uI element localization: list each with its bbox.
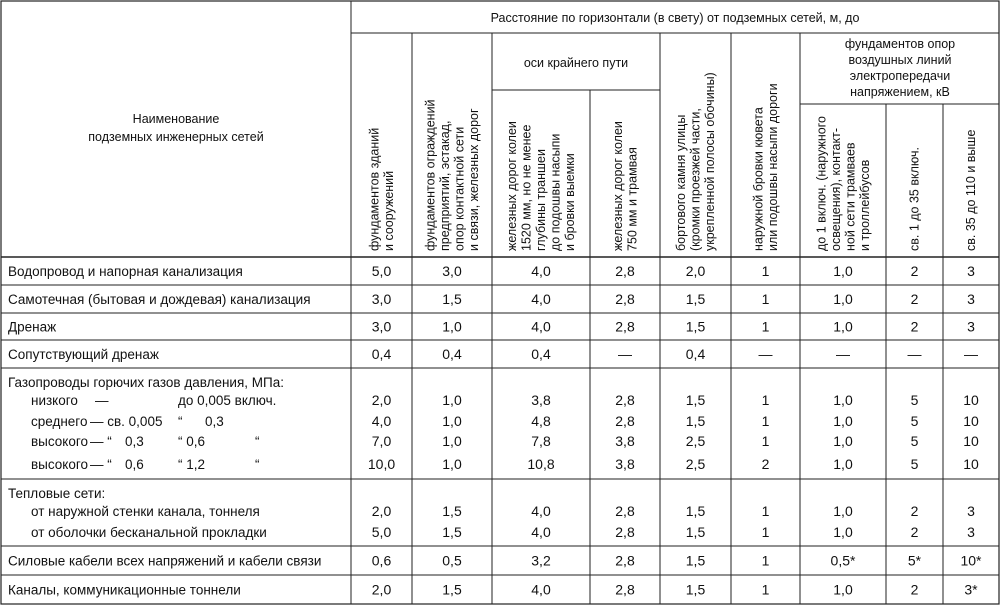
row-sublabel: “ [178, 414, 183, 429]
table-cell: 1,0 [833, 263, 853, 279]
table-cell: 1 [761, 503, 770, 519]
table-cell: 0,4 [531, 346, 551, 362]
table-cell: 10,8 [527, 456, 555, 472]
table-cell: 1,5 [685, 318, 706, 335]
column-header-5-line: (кромки проезжей части, [688, 108, 703, 251]
table-cell: 1,0 [833, 291, 853, 307]
table-cell: 7,8 [531, 433, 551, 449]
table-cell: 10 [963, 392, 979, 408]
table-cell: 1,0 [833, 456, 853, 472]
table-cell: 1 [761, 581, 770, 598]
table-cell: 4,0 [531, 291, 551, 307]
row-name: Дренаж [8, 319, 57, 335]
row-name: Самотечная (бытовая и дождевая) канализация [8, 292, 311, 307]
table-cell: 0,5 [442, 552, 462, 569]
row-sublabel: “ [255, 457, 260, 472]
column-header-1-line: фундаментов зданий [367, 127, 382, 251]
column-header-9-line: св. 35 до 110 и выше [964, 129, 978, 251]
table-cell: 4,0 [531, 318, 551, 335]
column-header-7-line: ной сети трамваев [843, 142, 858, 251]
table-cell: 5* [907, 552, 922, 569]
row-name-header-line2: подземных инженерных сетей [88, 130, 264, 144]
column-header-5-line: бортового камня улицы [674, 114, 688, 251]
table-cell: — [964, 346, 978, 362]
power-title-line3: электропередачи [849, 69, 951, 83]
table-cell: 0,5* [830, 552, 856, 569]
row-sublabel: до 0,005 включ. [178, 393, 277, 408]
table-cell: 1,5 [685, 291, 706, 307]
table-cell: 3 [967, 524, 975, 540]
table-cell: 3,8 [615, 456, 635, 472]
table-cell: 5 [910, 413, 919, 429]
table-cell: — [836, 346, 850, 362]
column-header-2-line: предприятий, эстакад, [437, 120, 452, 251]
column-header-6-line: или подошвы насыпи дороги [765, 83, 780, 251]
table-cell: 1,0 [833, 524, 853, 540]
column-header-3-line: железных дорог колеи [505, 121, 519, 251]
table-cell: 4,0 [531, 524, 551, 540]
table-cell: 1,0 [833, 433, 853, 449]
table-cell: 2 [910, 503, 919, 519]
distance-title: Расстояние по горизонтали (в свету) от подземных сетей, м, до [490, 11, 860, 25]
table-cell: 3 [967, 291, 975, 307]
table-cell: 0,4 [442, 346, 462, 362]
power-title-line1: фундаментов опор [844, 37, 956, 51]
table-cell: 3 [967, 318, 975, 335]
table-cell: 2,8 [615, 524, 635, 540]
table-cell: 1,0 [833, 392, 853, 408]
column-header-1-line: и сооружений [381, 170, 396, 251]
table-cell: 5 [910, 433, 919, 449]
table-cell: 2 [761, 456, 770, 472]
table-cell: 1 [761, 392, 770, 408]
power-title-line4: напряжением, кВ [850, 85, 950, 99]
table-cell: 1,0 [833, 318, 853, 335]
row-sublabel: — св. 0,005 [90, 414, 163, 429]
column-header-3-line: до подошвы насыпи [548, 133, 563, 251]
table-cell: 2,0 [371, 581, 392, 598]
table-cell: 5,0 [371, 524, 392, 540]
power-title-line2: воздушных линий [848, 53, 952, 67]
row-sublabel: “ 0,6 [178, 434, 206, 449]
table-cell: 3,0 [371, 291, 392, 307]
table-cell: 2,5 [685, 456, 706, 472]
table-cell: 1,0 [833, 503, 853, 519]
table-cell: 1 [761, 433, 770, 449]
table-cell: 2,0 [685, 263, 706, 279]
table-cell: 1 [761, 413, 770, 429]
table-cell: 1 [761, 524, 770, 540]
table-cell: 3,8 [615, 433, 635, 449]
table-cell: 3,0 [371, 318, 392, 335]
row-sublabel: низкого [31, 393, 78, 408]
table-cell: 5 [910, 392, 919, 408]
table-cell: 2,8 [615, 318, 635, 335]
table-cell: 2 [910, 524, 919, 540]
table-cell: 5 [910, 456, 919, 472]
table-cell: 1,5 [685, 503, 706, 519]
table-cell: 3,2 [531, 552, 551, 569]
table-cell: 0,4 [685, 346, 706, 362]
table-cell: 1,5 [442, 581, 462, 598]
table-cell: 1 [761, 318, 770, 335]
column-header-7-line: освещения), контакт- [828, 127, 843, 251]
column-header-5-line: укрепленной полосы обочины) [703, 72, 717, 251]
row-sublabel: “ 1,2 [178, 457, 206, 472]
table-cell: 10,0 [367, 456, 396, 472]
table-cell: 1,0 [833, 413, 853, 429]
table-cell: 2,8 [615, 581, 635, 598]
column-header-8-line: св. 1 до 35 включ. [907, 147, 922, 251]
table-cell: 1,5 [685, 413, 706, 429]
table-cell: 1,5 [442, 503, 462, 519]
table-cell: 2,0 [371, 503, 392, 519]
column-header-2-line: и связи, железных дорог [466, 108, 481, 251]
table-cell: 4,0 [371, 413, 392, 429]
row-sublabel: высокого [31, 457, 88, 472]
table-cell: 3,8 [531, 392, 551, 408]
column-header-4-line: железных дорог колеи [610, 121, 625, 251]
table-cell: 1,0 [442, 456, 462, 472]
table-cell: 1,5 [685, 552, 706, 569]
column-header-2-line: опор контактной сети [452, 126, 467, 251]
table-cell: 4,8 [531, 413, 551, 429]
column-header-3-line: глубины траншеи [534, 149, 548, 251]
table-cell: 2,8 [615, 552, 635, 569]
row-sublabel: 0,3 [125, 434, 144, 449]
table-cell: 2 [910, 318, 919, 335]
table-cell: 7,0 [371, 433, 392, 449]
row-name: Водопровод и напорная канализация [8, 264, 243, 279]
row-name: Силовые кабели всех напряжений и кабели связи [8, 553, 322, 569]
row-sublabel: — “ [90, 434, 112, 449]
row-name: Сопутствующий дренаж [8, 347, 159, 362]
table-cell: 2,5 [685, 433, 706, 449]
row-sublabel: от наружной стенки канала, тоннеля [31, 504, 260, 519]
row-sublabel: 0,6 [125, 457, 144, 472]
table-cell: 0,6 [371, 552, 392, 569]
table-cell: 1,5 [442, 291, 462, 307]
row-sublabel: от оболочки бесканальной прокладки [31, 525, 267, 540]
row-name-header-line1: Наименование [132, 112, 220, 126]
table-cell: 2,8 [615, 392, 635, 408]
column-header-4-line: 750 мм и трамвая [625, 147, 640, 251]
row-sublabel: — “ [90, 457, 112, 472]
table-cell: — [618, 346, 632, 362]
column-header-7-line: до 1 включ. (наружного [814, 116, 829, 251]
table-cell: 2,8 [615, 413, 635, 429]
table-cell: 10* [960, 552, 982, 569]
rail-axis-title: оси крайнего пути [523, 56, 629, 70]
table-cell: 2,8 [615, 291, 635, 307]
table-cell: 2,8 [615, 503, 635, 519]
table-cell: 1,5 [442, 524, 462, 540]
table-cell: 10 [963, 413, 979, 429]
table-cell: 2 [910, 291, 919, 307]
table-cell: 3* [964, 581, 978, 598]
table-cell: 1,0 [442, 318, 462, 335]
table-cell: 1,0 [442, 392, 462, 408]
table-cell: 3 [967, 263, 975, 279]
table-cell: 10 [963, 456, 979, 472]
table-cell: 1,5 [685, 581, 706, 598]
column-header-6-line: наружной бровки кювета [751, 107, 766, 251]
table-cell: 1,0 [833, 581, 853, 598]
table-cell: 2,8 [615, 263, 635, 279]
table-cell: 4,0 [531, 263, 551, 279]
table-cell: 10 [963, 433, 979, 449]
table-cell: 1,5 [685, 392, 706, 408]
table-cell: 2 [910, 263, 919, 279]
row-sublabel: 0,3 [205, 414, 224, 429]
row-sublabel: “ [255, 434, 260, 449]
row-name: Газопроводы горючих газов давления, МПа: [8, 375, 284, 390]
table-cell: 4,0 [531, 503, 551, 519]
table-cell: 1,0 [442, 433, 462, 449]
column-header-3-line: 1520 мм, но не менее [519, 124, 534, 251]
table-cell: 3,0 [442, 263, 462, 279]
table-cell: 1 [761, 291, 770, 307]
table-cell: 1 [761, 263, 770, 279]
table-cell: 0,4 [371, 346, 392, 362]
row-name: Каналы, коммуникационные тоннели [8, 582, 241, 598]
table-cell: 4,0 [531, 581, 551, 598]
table-cell: 5,0 [371, 263, 392, 279]
table-cell: — [907, 346, 922, 362]
column-header-7-line: и троллейбусов [857, 159, 872, 251]
row-name: Тепловые сети: [8, 486, 106, 501]
column-header-2-line: фундаментов ограждений [423, 99, 438, 251]
row-sublabel: — [95, 393, 109, 408]
column-header-3-line: и бровки выемки [563, 153, 577, 251]
table-cell: 1,0 [442, 413, 462, 429]
row-sublabel: среднего [31, 414, 88, 429]
table-cell: 3 [967, 503, 975, 519]
table-cell: 2 [910, 581, 919, 598]
row-sublabel: высокого [31, 434, 88, 449]
table-cell: — [758, 346, 773, 362]
table-cell: 1,5 [685, 524, 706, 540]
table-cell: 1 [761, 552, 770, 569]
table-cell: 2,0 [371, 392, 392, 408]
